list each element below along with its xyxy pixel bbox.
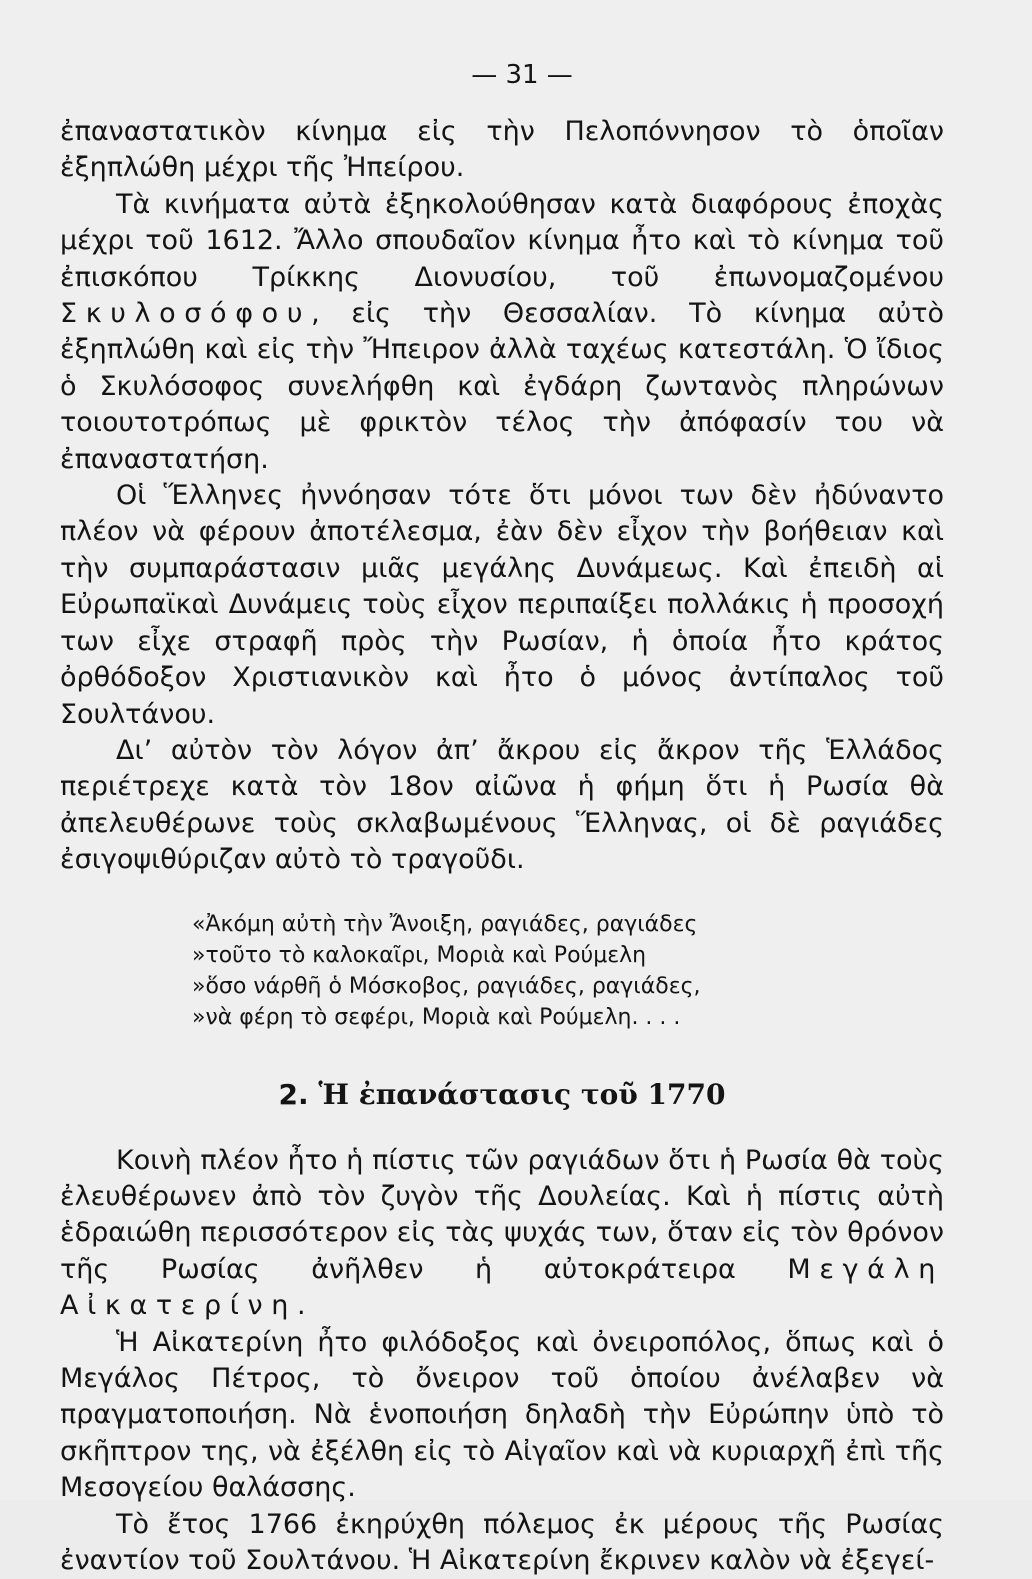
paragraph-text: Κοινὴ πλέον ἦτο ἡ πίστις τῶν ραγιάδων ὅτι ἡ Ρωσία θὰ τοὺς ἐλευθέρωνεν ἀπὸ τὸν ζυγὸν τῆς Δουλείας. Καὶ ἡ πίστις αὐτὴ ἑδραιώθη περισσότερον εἰς τὰς ψυχάς των, ὅταν εἰς τὸν θρόνον τῆς Ρωσίας ἀνῆλθεν ἡ αὐτοκράτειρα	[60, 1144, 944, 1285]
paragraph-text: , εἰς τὴν Θεσσαλίαν. Τὸ κίνημα αὐτὸ ἐξηπλώθη καὶ εἰς τὴν Ἤπειρον ἀλλὰ ταχέως κατεστάλη. Ὁ ἴδιος ὁ Σκυλόσοφος συνελήφθη καὶ ἐγδάρη ζωντανὸς πληρώνων τοιουτοτρόπως μὲ φρικτὸν τέλος τὴν ἀπόφασίν του νὰ ἐπαναστατήση.	[60, 298, 944, 475]
paragraph-continuation: ἐπαναστατικὸν κίνημα εἰς τὴν Πελοπόννησον τὸ ὁποῖαν ἐξηπλώθη μέχρι τῆς Ἠπείρου.	[60, 116, 944, 184]
paragraph-catherine-ambition: Ἡ Αἰκατερίνη ἦτο φιλόδοξος καὶ ὀνειροπόλος, ὅπως καὶ ὁ Μεγάλος Πέτρος, τὸ ὄνειρον τοῦ ὁποίου ἀνέλαβεν νὰ πραγματοποιήση. Νὰ ἑνοποιήση δηλαδὴ τὴν Εὐρώπην ὑπὸ τὸ σκῆπτρον της, νὰ ἐξέλθη εἰς τὸ Αἰγαῖον καὶ νὰ κυριαρχῆ ἐπὶ τῆς Μεσογείου θαλάσσης.	[60, 1326, 944, 1504]
folk-song-verse	[192, 909, 944, 1033]
paragraph-text: .	[297, 1290, 306, 1322]
verse-line: »νὰ φέρη τὸ σεφέρι, Μοριὰ καὶ Ρούμελη. . . .	[192, 1004, 681, 1030]
paragraph-skylosofos	[60, 187, 944, 478]
paragraph-rumor-song: Δι’ αὐτὸν τὸν λόγον ἀπ’ ἄκρου εἰς ἄκρον τῆς Ἑλλάδος περιέτρεχε κατὰ τὸν 18ον αἰῶνα ἡ φήμη ὅτι ἡ Ρωσία θὰ ἀπελευθέρωνε τοὺς σκλαβωμένους Ἕλληνας, οἱ δὲ ραγιάδες ἐσιγοψιθύριζαν αὐτὸ τὸ τραγοῦδι.	[60, 734, 944, 876]
paragraph-greeks-russia: Οἱ Ἕλληνες ἠννόησαν τότε ὅτι μόνοι των δὲν ἠδύναντο πλέον νὰ φέρουν ἀποτέλεσμα, ἐὰν δὲν εἶχον τὴν βοήθειαν καὶ τὴν συμπαράστασιν μιᾶς μεγάλης Δυνάμεως. Καὶ ἐπειδὴ αἱ Εὐρωπαϊκαὶ Δυνάμεις τοὺς εἶχον περιπαίξει πολλάκις ἡ προσοχή των εἶχε στραφῆ πρὸς τὴν Ρωσίαν, ἡ ὁποία ἦτο κράτος ὀρθόδοξον Χριστιανικὸν καὶ ἦτο ὁ μόνος ἀντίπαλος τοῦ Σουλτάνου.	[60, 480, 944, 730]
verse-line: »ὅσο νάρθῆ ὁ Μόσκοβος, ραγιάδες, ραγιάδες,	[192, 973, 701, 999]
section-title: Ἡ ἐπανάστασις τοῦ 1770	[318, 1077, 726, 1111]
paragraph-war-1766: Τὸ ἔτος 1766 ἐκηρύχθη πόλεμος ἐκ μέρους τῆς Ρωσίας ἐναντίον τοῦ Σουλτάνου. Ἡ Αἰκατερίνη ἔκρινεν καλὸν νὰ ἐξεγεί-	[60, 1508, 944, 1576]
section-heading	[60, 1077, 944, 1113]
verse-line: «Ἀκόμη αὐτὴ τὴν Ἄνοιξη, ραγιάδες, ραγιάδες	[192, 911, 698, 937]
spaced-name-skylosofos: Σκυλοσόφου	[60, 298, 312, 330]
page-number: — 31 —	[471, 60, 573, 90]
paragraph-text: Τὰ κινήματα αὐτὰ ἐξηκολούθησαν κατὰ διαφόρους ἐποχὰς μέχρι τοῦ 1612. Ἄλλο σπουδαῖον κίνημα ἦτο καὶ τὸ κίνημα τοῦ ἐπισκόπου Τρίκκης Διονυσίου, τοῦ ἐπωνομαζομένου	[60, 188, 944, 293]
paragraph-catherine-throne	[60, 1143, 944, 1325]
spaced-name-catherine: Μεγάλη Αἰκατερίνη	[60, 1253, 944, 1322]
verse-line: »τοῦτο τὸ καλοκαῖρι, Μοριὰ καὶ Ρούμελη	[192, 942, 647, 968]
section-number: 2.	[278, 1077, 309, 1111]
